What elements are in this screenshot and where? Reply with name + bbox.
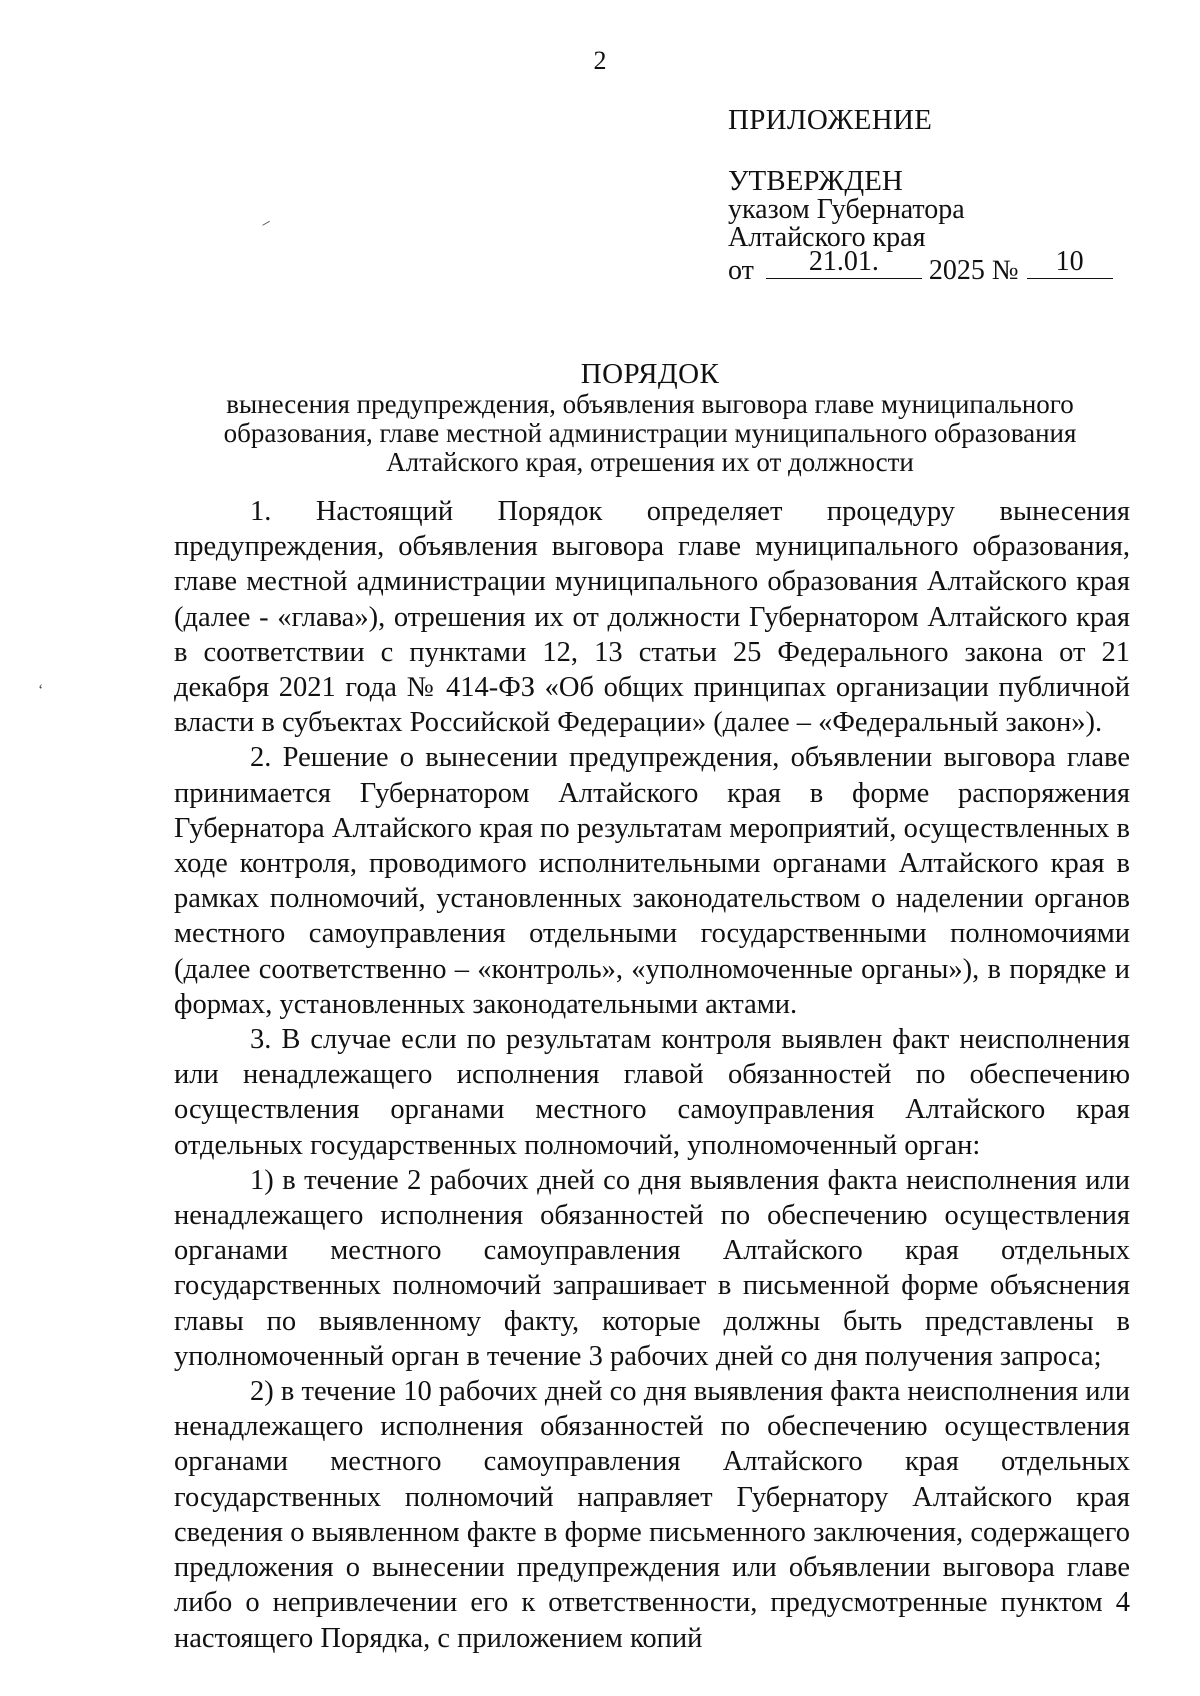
title-subtitle-line-3: Алтайского края, отрешения их от должности: [386, 447, 914, 477]
page-number: 2: [593, 46, 607, 75]
title-subtitle-line-1: вынесения предупреждения, объявления выговора главе муниципального: [226, 389, 1074, 419]
from-label: от: [728, 255, 754, 286]
date-blank: [766, 246, 922, 279]
approved-by-line-2: Алтайского края: [728, 222, 926, 253]
title-subtitle-line-2: образования, главе местной администрации муниципального образования: [223, 418, 1077, 448]
appendix-label: ПРИЛОЖЕНИЕ: [728, 104, 933, 136]
paragraph-3: 3. В случае если по результатам контроля выявлен факт неисполнения или ненадлежащего исполнения главой обязанностей по обеспечению осуществления органами местного самоуправления Алтайского края отдельных государственных полномочий, уполномоченный орган:: [174, 1024, 1130, 1161]
number-blank: [1027, 246, 1113, 279]
subparagraph-1: 1) в течение 2 рабочих дней со дня выявления факта неисполнения или ненадлежащего исполнения обязанностей по обеспечению осуществления органами местного самоуправления Алтайского края отдельных государственных полномочий запрашивает в письменной форме объяснения главы по выявленному факту, которые должны быть представлены в уполномоченный орган в течение 3 рабочих дней со дня получения запроса;: [174, 1164, 1130, 1372]
decree-number: 10: [1055, 246, 1084, 277]
decree-date: 21.01.: [808, 246, 879, 277]
scan-speck: –: [258, 213, 274, 232]
paragraph-2: 2. Решение о вынесении предупреждения, объявлении выговора главе принимается Губернатором Алтайского края в форме распоряжения Губернатора Алтайского края по результатам мероприятий, осуществленных в ходе контроля, проводимого исполнительными органами Алтайского края в рамках полномочий, установленных законодательством о наделении органов местного самоуправления отдельными государственными полномочиями (далее соответственно – «контроль», «уполномоченные органы»), в порядке и формах, установленных законодательными актами.: [174, 742, 1130, 1020]
paragraph-1: 1. Настоящий Порядок определяет процедуру вынесения предупреждения, объявления выговора главе муниципального образования, главе местной администрации муниципального образования Алтайского края (далее - «глава»), отрешения их от должности Губернатором Алтайского края в соответствии с пунктами 12, 13 статьи 25 Федерального закона от 21 декабря 2021 года № 414-ФЗ «Об общих принципах организации публичной власти в субъектах Российской Федерации» (далее – «Федеральный закон»).: [174, 496, 1130, 739]
document-title: [150, 358, 1150, 477]
scan-speck: ‘: [38, 682, 44, 699]
decree-date-line: [728, 246, 1113, 286]
approval-block: [728, 165, 1113, 286]
decree-year-number-label: 2025 №: [928, 255, 1019, 286]
subparagraph-2: 2) в течение 10 рабочих дней со дня выявления факта неисполнения или ненадлежащего исполнения обязанностей по обеспечению осуществления органами местного самоуправления Алтайского края отдельных государственных полномочий направляет Губернатору Алтайского края сведения о выявленном факте в форме письменного заключения, содержащего предложения о вынесении предупреждения или объявлении выговора главе либо о непривлечении его к ответственности, предусмотренные пунктом 4 настоящего Порядка, с приложением копий: [174, 1376, 1130, 1654]
document-body: [174, 494, 1130, 1656]
title-main: ПОРЯДОК: [580, 358, 720, 390]
approved-label: УТВЕРЖДЕН: [728, 165, 903, 197]
approved-by-line-1: указом Губернатора: [728, 194, 965, 225]
